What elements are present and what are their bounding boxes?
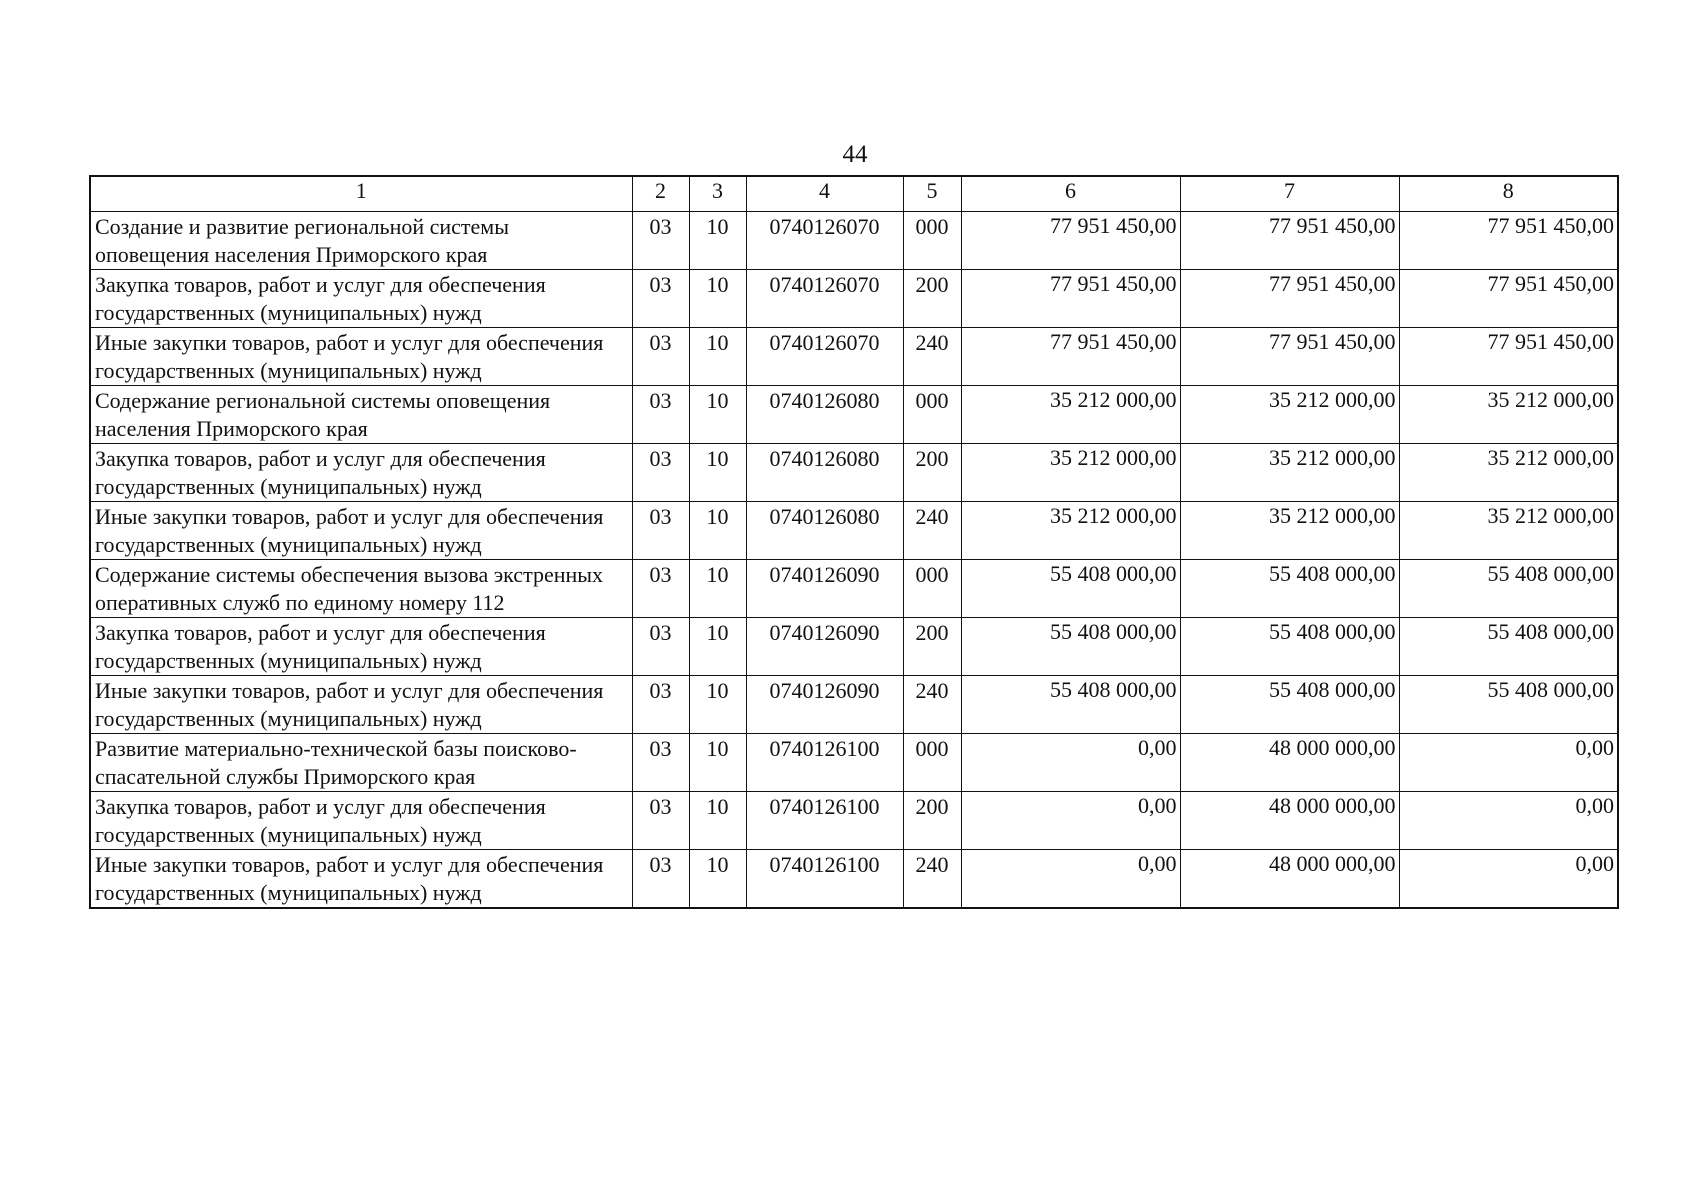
column-header-8: 8	[1399, 176, 1618, 212]
item-name: Иные закупки товаров, работ и услуг для обеспечения государственных (муниципальных) нужд	[90, 850, 632, 909]
target-article-code: 0740126080	[746, 386, 903, 444]
table-row	[90, 502, 1618, 560]
section-code: 03	[632, 212, 689, 270]
amount-col-6: 55 408 000,00	[961, 618, 1180, 676]
amount-col-8: 77 951 450,00	[1399, 212, 1618, 270]
expense-type-code: 240	[903, 502, 961, 560]
target-article-code: 0740126070	[746, 212, 903, 270]
target-article-code: 0740126100	[746, 734, 903, 792]
expense-type-code: 000	[903, 734, 961, 792]
expense-type-code: 000	[903, 386, 961, 444]
item-name: Содержание региональной системы оповещения населения Приморского края	[90, 386, 632, 444]
item-name: Закупка товаров, работ и услуг для обеспечения государственных (муниципальных) нужд	[90, 618, 632, 676]
target-article-code: 0740126080	[746, 502, 903, 560]
table-row	[90, 386, 1618, 444]
subsection-code: 10	[689, 502, 746, 560]
amount-col-7: 77 951 450,00	[1180, 212, 1399, 270]
item-name: Создание и развитие региональной системы оповещения населения Приморского края	[90, 212, 632, 270]
table-row	[90, 328, 1618, 386]
item-name: Закупка товаров, работ и услуг для обеспечения государственных (муниципальных) нужд	[90, 270, 632, 328]
amount-col-6: 77 951 450,00	[961, 328, 1180, 386]
amount-col-8: 77 951 450,00	[1399, 270, 1618, 328]
section-code: 03	[632, 734, 689, 792]
amount-col-8: 77 951 450,00	[1399, 328, 1618, 386]
column-header-5: 5	[903, 176, 961, 212]
amount-col-8: 35 212 000,00	[1399, 502, 1618, 560]
column-header-2: 2	[632, 176, 689, 212]
amount-col-8: 35 212 000,00	[1399, 386, 1618, 444]
section-code: 03	[632, 676, 689, 734]
section-code: 03	[632, 444, 689, 502]
subsection-code: 10	[689, 270, 746, 328]
amount-col-7: 55 408 000,00	[1180, 618, 1399, 676]
expense-type-code: 200	[903, 618, 961, 676]
item-name: Иные закупки товаров, работ и услуг для обеспечения государственных (муниципальных) нужд	[90, 502, 632, 560]
target-article-code: 0740126070	[746, 270, 903, 328]
budget-table	[89, 175, 1619, 909]
expense-type-code: 000	[903, 560, 961, 618]
section-code: 03	[632, 386, 689, 444]
amount-col-7: 48 000 000,00	[1180, 850, 1399, 909]
target-article-code: 0740126090	[746, 618, 903, 676]
expense-type-code: 240	[903, 850, 961, 909]
column-header-7: 7	[1180, 176, 1399, 212]
item-name: Содержание системы обеспечения вызова экстренных оперативных служб по единому номеру 112	[90, 560, 632, 618]
amount-col-8: 35 212 000,00	[1399, 444, 1618, 502]
amount-col-8: 0,00	[1399, 850, 1618, 909]
section-code: 03	[632, 328, 689, 386]
page-number: 44	[842, 141, 868, 168]
subsection-code: 10	[689, 792, 746, 850]
table-row	[90, 270, 1618, 328]
subsection-code: 10	[689, 676, 746, 734]
section-code: 03	[632, 502, 689, 560]
amount-col-7: 35 212 000,00	[1180, 386, 1399, 444]
amount-col-6: 77 951 450,00	[961, 270, 1180, 328]
amount-col-8: 55 408 000,00	[1399, 560, 1618, 618]
amount-col-6: 55 408 000,00	[961, 676, 1180, 734]
amount-col-6: 55 408 000,00	[961, 560, 1180, 618]
subsection-code: 10	[689, 212, 746, 270]
amount-col-7: 48 000 000,00	[1180, 734, 1399, 792]
column-header-6: 6	[961, 176, 1180, 212]
item-name: Иные закупки товаров, работ и услуг для обеспечения государственных (муниципальных) нужд	[90, 328, 632, 386]
table-row	[90, 560, 1618, 618]
amount-col-6: 35 212 000,00	[961, 502, 1180, 560]
column-header-1: 1	[90, 176, 632, 212]
table-row	[90, 850, 1618, 909]
subsection-code: 10	[689, 618, 746, 676]
amount-col-7: 48 000 000,00	[1180, 792, 1399, 850]
amount-col-8: 0,00	[1399, 734, 1618, 792]
amount-col-6: 0,00	[961, 792, 1180, 850]
item-name: Иные закупки товаров, работ и услуг для обеспечения государственных (муниципальных) нужд	[90, 676, 632, 734]
target-article-code: 0740126080	[746, 444, 903, 502]
amount-col-7: 35 212 000,00	[1180, 444, 1399, 502]
item-name: Закупка товаров, работ и услуг для обеспечения государственных (муниципальных) нужд	[90, 792, 632, 850]
amount-col-7: 55 408 000,00	[1180, 676, 1399, 734]
target-article-code: 0740126070	[746, 328, 903, 386]
subsection-code: 10	[689, 850, 746, 909]
target-article-code: 0740126090	[746, 560, 903, 618]
column-header-3: 3	[689, 176, 746, 212]
table-row	[90, 444, 1618, 502]
target-article-code: 0740126100	[746, 850, 903, 909]
table-row	[90, 676, 1618, 734]
target-article-code: 0740126090	[746, 676, 903, 734]
item-name: Развитие материально-технической базы поисково-спасательной службы Приморского края	[90, 734, 632, 792]
column-header-4: 4	[746, 176, 903, 212]
section-code: 03	[632, 560, 689, 618]
table-row	[90, 792, 1618, 850]
section-code: 03	[632, 270, 689, 328]
amount-col-7: 77 951 450,00	[1180, 328, 1399, 386]
amount-col-6: 0,00	[961, 734, 1180, 792]
table-row	[90, 734, 1618, 792]
amount-col-7: 77 951 450,00	[1180, 270, 1399, 328]
amount-col-7: 35 212 000,00	[1180, 502, 1399, 560]
subsection-code: 10	[689, 328, 746, 386]
amount-col-6: 77 951 450,00	[961, 212, 1180, 270]
amount-col-6: 35 212 000,00	[961, 444, 1180, 502]
section-code: 03	[632, 618, 689, 676]
expense-type-code: 240	[903, 676, 961, 734]
subsection-code: 10	[689, 560, 746, 618]
header-row	[90, 176, 1618, 212]
amount-col-8: 55 408 000,00	[1399, 618, 1618, 676]
amount-col-8: 55 408 000,00	[1399, 676, 1618, 734]
expense-type-code: 200	[903, 444, 961, 502]
subsection-code: 10	[689, 734, 746, 792]
expense-type-code: 000	[903, 212, 961, 270]
amount-col-7: 55 408 000,00	[1180, 560, 1399, 618]
table-row	[90, 618, 1618, 676]
amount-col-6: 0,00	[961, 850, 1180, 909]
amount-col-8: 0,00	[1399, 792, 1618, 850]
subsection-code: 10	[689, 444, 746, 502]
section-code: 03	[632, 850, 689, 909]
amount-col-6: 35 212 000,00	[961, 386, 1180, 444]
target-article-code: 0740126100	[746, 792, 903, 850]
expense-type-code: 200	[903, 270, 961, 328]
section-code: 03	[632, 792, 689, 850]
expense-type-code: 240	[903, 328, 961, 386]
expense-type-code: 200	[903, 792, 961, 850]
subsection-code: 10	[689, 386, 746, 444]
item-name: Закупка товаров, работ и услуг для обеспечения государственных (муниципальных) нужд	[90, 444, 632, 502]
table-row	[90, 212, 1618, 270]
